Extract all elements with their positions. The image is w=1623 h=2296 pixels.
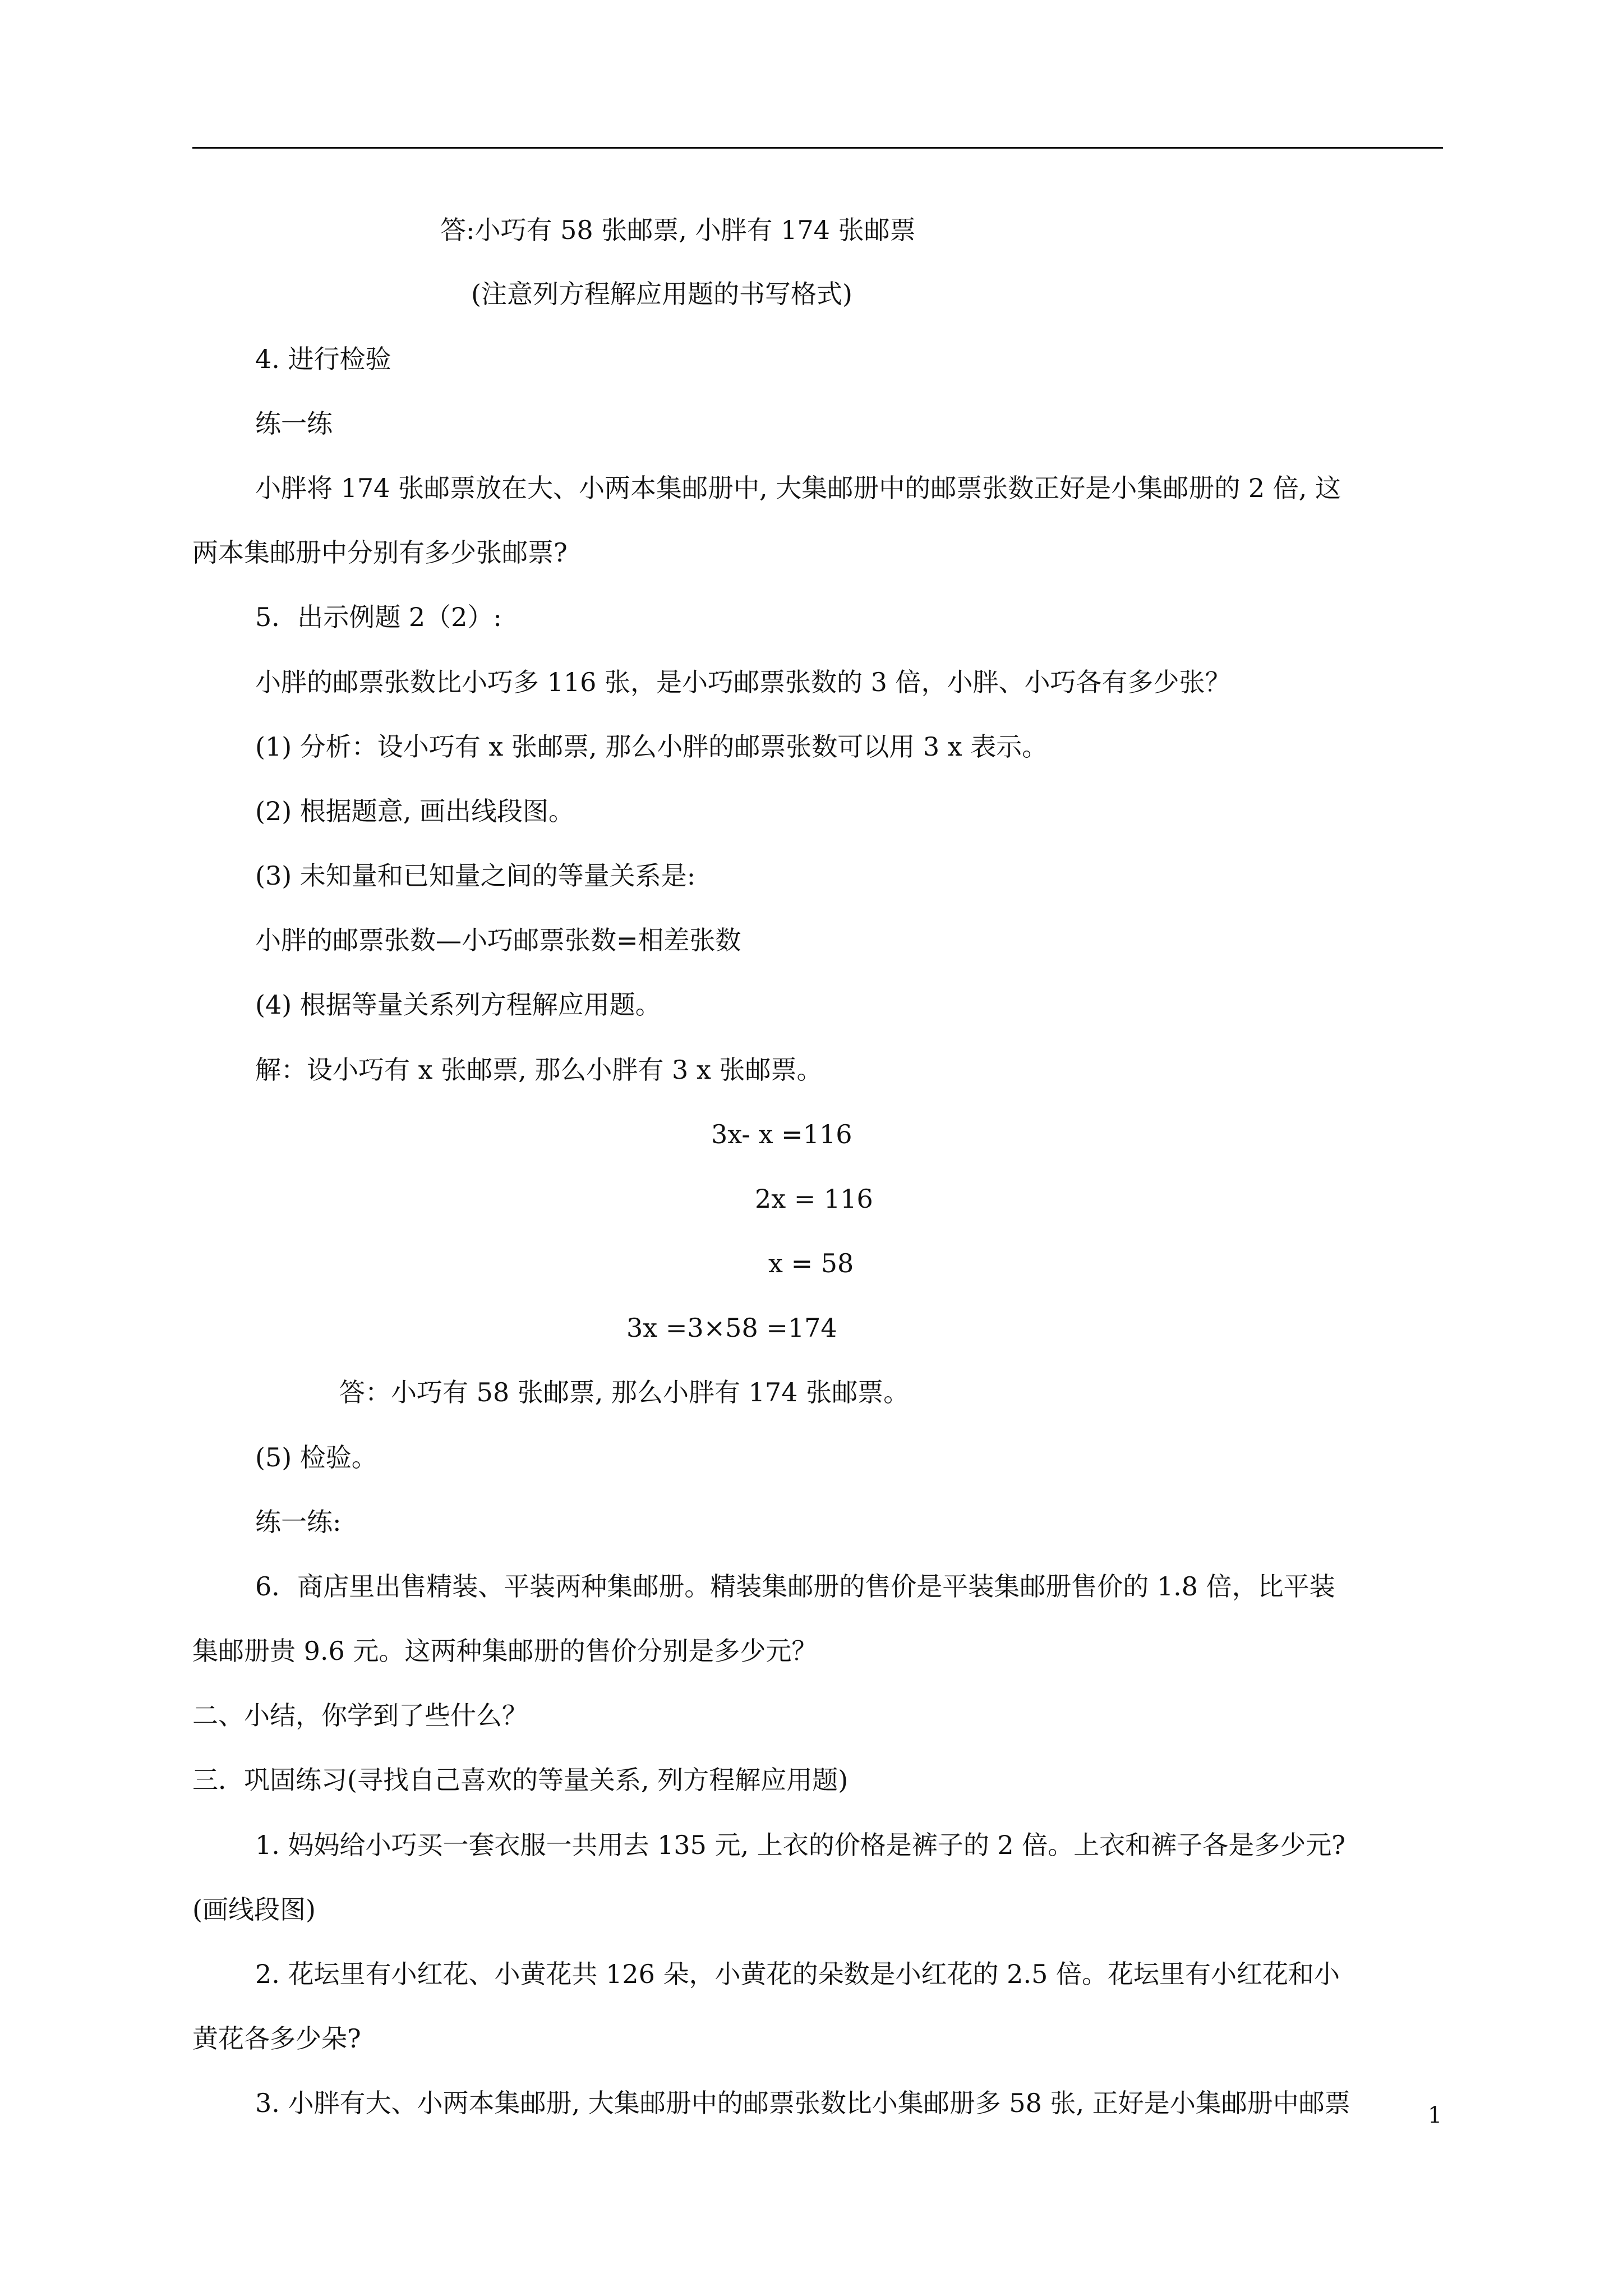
problem-6a: 6．商店里出售精装、平装两种集邮册。精装集邮册的售价是平装集邮册售价的 1.8 倍，比平装	[255, 1571, 1335, 1602]
section-summary: 二、小结，你学到了些什么？	[192, 1700, 528, 1731]
step-4-check: 4. 进行检验	[255, 344, 391, 374]
answer-line-1: 答:小巧有 58 张邮票, 小胖有 174 张邮票	[440, 215, 916, 245]
header-rule	[192, 147, 1443, 149]
step-relation: (3) 未知量和已知量之间的等量关系是:	[255, 861, 696, 891]
step-solve: (4) 根据等量关系列方程解应用题。	[255, 990, 661, 1020]
section-exercises: 三．巩固练习(寻找自己喜欢的等量关系, 列方程解应用题)	[192, 1765, 849, 1795]
practice-question-1a: 小胖将 174 张邮票放在大、小两本集邮册中, 大集邮册中的邮票张数正好是小集邮册的 2 倍, 这	[255, 473, 1341, 503]
equation-line-1: 3x- x =116	[711, 1119, 852, 1149]
page-number: 1	[1428, 2102, 1442, 2128]
step-diagram: (2) 根据题意, 画出线段图。	[255, 796, 575, 826]
exercise-2b: 黄花各多少朵?	[192, 2023, 361, 2054]
exercise-1b: (画线段图)	[192, 1894, 316, 1925]
note-format: (注意列方程解应用题的书写格式)	[471, 279, 852, 309]
problem-6b: 集邮册贵 9.6 元。这两种集邮册的售价分别是多少元？	[192, 1636, 818, 1666]
practice-heading-1: 练一练	[255, 408, 333, 439]
step-analysis: (1) 分析：设小巧有 x 张邮票, 那么小胖的邮票张数可以用 3 x 表示。	[255, 731, 1048, 762]
exercise-3a: 3. 小胖有大、小两本集邮册, 大集邮册中的邮票张数比小集邮册多 58 张, 正好是小集邮册中邮票	[255, 2088, 1350, 2118]
example-2-heading: 5．出示例题 2（2）:	[255, 602, 502, 632]
exercise-1a: 1. 妈妈给小巧买一套衣服一共用去 135 元, 上衣的价格是裤子的 2 倍。上衣和裤子各是多少元?	[255, 1830, 1345, 1860]
equation-line-2: 2x = 116	[755, 1184, 873, 1214]
relation-equation: 小胖的邮票张数—小巧邮票张数=相差张数	[255, 925, 741, 955]
solution-setup: 解：设小巧有 x 张邮票, 那么小胖有 3 x 张邮票。	[255, 1055, 823, 1085]
equation-line-4: 3x =3×58 =174	[626, 1313, 837, 1343]
answer-line-2: 答：小巧有 58 张邮票, 那么小胖有 174 张邮票。	[339, 1377, 910, 1407]
practice-question-1b: 两本集邮册中分别有多少张邮票?	[192, 537, 568, 568]
example-2-question: 小胖的邮票张数比小巧多 116 张，是小巧邮票张数的 3 倍，小胖、小巧各有多少张？	[255, 667, 1231, 697]
step-verify: (5) 检验。	[255, 1442, 377, 1473]
practice-heading-2: 练一练:	[255, 1507, 342, 1537]
equation-line-3: x = 58	[768, 1248, 854, 1278]
exercise-2a: 2. 花坛里有小红花、小黄花共 126 朵，小黄花的朵数是小红花的 2.5 倍。花坛里有小红花和小	[255, 1959, 1340, 1989]
